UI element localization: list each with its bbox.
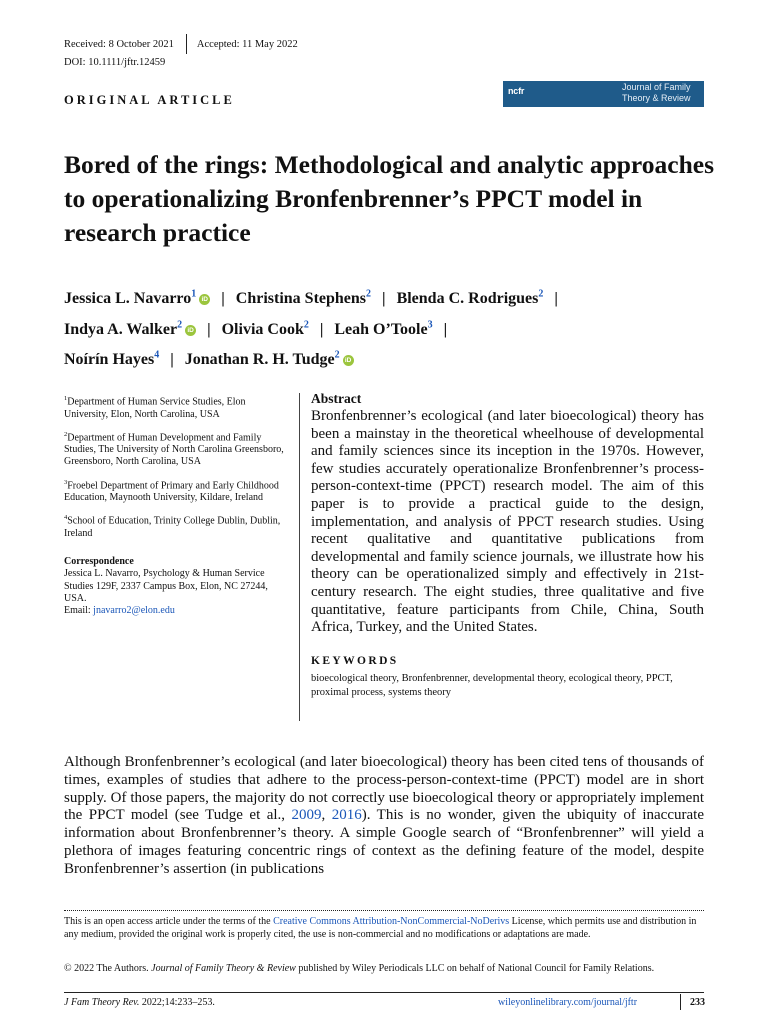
license-note: This is an open access article under the terms of the Creative Commons Attribution-NonCommercial-NoDerivs License, which permits use and distribution in any medium, provided the original work is properly cited, the use is non-commercial and no modifications or adaptations are made. [64, 916, 697, 941]
manuscript-dates [64, 34, 298, 54]
footer-divider [64, 992, 704, 993]
author-separator: | [443, 320, 448, 338]
author-line-2 [64, 312, 724, 342]
abstract-body: Bronfenbrenner’s ecological (and later bioecological) theory has been a mainstay in the theoretical wheelhouse of developmental and family sciences since its inception in the 1970s. However, few studies accurately operationalize Bronfenbrenner’s process-person-context-time (PPCT) research model. The aim of this paper is to provide a practical guide to the design, implementation, and analysis of PPCT research studies. Using recent qualitative and quantitative publications from developmental and family science journals, we illustrate how his theory can be operationalized simply and effectively in 21st-century research. The eight studies, three qualitative and five quantitative, feature participants from Chile, China, South Africa, Turkey, and the United States. [311, 408, 704, 636]
correspondence-email: Email: jnavarro2@elon.edu [64, 604, 175, 616]
correspondence [64, 556, 286, 617]
author-line-3 [64, 343, 724, 373]
article-type: ORIGINAL ARTICLE [64, 93, 235, 107]
date-separator [186, 34, 187, 54]
correspondence-label: Correspondence [64, 556, 134, 568]
correspondence-address: Jessica L. Navarro, Psychology & Human Service Studies 129F, 2337 Campus Box, Elon, NC 27244, USA. [64, 568, 268, 604]
author-separator: | [170, 350, 174, 368]
accepted-date: Accepted: 11 May 2022 [196, 38, 298, 50]
journal-logo [503, 81, 704, 107]
page-number: 233 [690, 997, 705, 1008]
body-paragraph: Although Bronfenbrenner’s ecological (and later bioecological) theory has been cited tens of thousands of times, examples of studies that adhere to the process-person-context-time (PPCT) model are in short supply. Of those papers, the majority do not correctly use bioecological theory or appropriately implement the PPCT model (see Tudge et al., 2009, 2016). This is no wonder, given the ubiquity of inaccurate information about Bronfenbrenner’s theory. A simple Google search of “Bronfenbrenner” will yield a plethora of images featuring concentric rings of context as the defining feature of the model, despite Bronfenbrenner’s assertion (in publications [64, 754, 704, 877]
journal-logo-name: Journal of Family Theory & Review [622, 82, 691, 103]
affiliations [64, 393, 286, 617]
citation-link[interactable]: 2016 [331, 807, 362, 824]
footer-citation: J Fam Theory Rev. 2022;14:233–253. [64, 997, 215, 1008]
author-stephens[interactable]: Christina Stephens$^2$ [235, 289, 372, 308]
author-separator: | [207, 320, 211, 338]
footnote-divider [64, 910, 704, 911]
author-separator: | [221, 290, 225, 308]
keywords-list: bioecological theory, Bronfenbrenner, developmental theory, ecological theory, PPCT, proximal process, systems theory [311, 672, 673, 698]
copyright-note: © 2022 The Authors. Journal of Family Theory & Review published by Wiley Periodicals LLC on behalf of National Council for Family Relations. [64, 963, 655, 974]
author-navarro[interactable]: Jessica L. Navarro$^1$ iD [64, 290, 210, 307]
doi[interactable]: DOI: 10.1111/jftr.12459 [64, 57, 166, 68]
author-hayes[interactable]: Noírín Hayes$^4$ [64, 349, 160, 368]
ncfr-logo-text: ncfr [508, 86, 525, 96]
author-walker[interactable]: Indya A. Walker$^2$ iD [64, 321, 196, 338]
abstract-heading: Abstract [311, 391, 362, 406]
author-cook[interactable]: Olivia Cook$^2$ [221, 319, 309, 338]
author-rodrigues[interactable]: Blenda C. Rodrigues$^2$ [396, 289, 544, 308]
keywords-heading: KEYWORDS [311, 654, 399, 667]
affiliation-item: $^4$School of Education, Trinity College Dublin, Dublin, Ireland [64, 514, 281, 539]
orcid-icon[interactable]: iD [185, 325, 196, 336]
author-line-1 [64, 282, 724, 312]
footer-separator [680, 994, 681, 1010]
author-separator: | [319, 320, 324, 338]
license-link[interactable]: Creative Commons Attribution-NonCommercial-NoDerivs [273, 916, 510, 927]
article-title: Bored of the rings: Methodological and analytic approaches to operationalizing Bronfenbrenner’s PPCT model in research practice [64, 150, 715, 247]
author-tudge[interactable]: Jonathan R. H. Tudge$^2$ iD [185, 351, 354, 368]
email-link[interactable]: jnavarro2@elon.edu [93, 604, 175, 616]
author-list [64, 282, 724, 373]
affiliation-item: $^3$Froebel Department of Primary and Early Childhood Education, Maynooth University, Kildare, Ireland [64, 478, 279, 504]
affiliation-item: $^1$Department of Human Service Studies, Elon University, Elon, North Carolina, USA [64, 395, 246, 420]
abstract [311, 390, 704, 700]
received-date: Received: 8 October 2021 [64, 38, 174, 50]
abstract-divider [299, 393, 300, 721]
author-separator: | [382, 290, 386, 308]
orcid-icon[interactable]: iD [343, 355, 354, 366]
footer-journal-url[interactable]: wileyonlinelibrary.com/journal/jftr [498, 997, 638, 1008]
author-separator: | [554, 290, 558, 308]
orcid-icon[interactable]: iD [199, 294, 210, 305]
citation-link[interactable]: 2009 [291, 807, 322, 824]
author-otoole[interactable]: Leah O’Toole$^3$ [334, 319, 433, 338]
affiliation-item: $^2$Department of Human Development and Family Studies, The University of North Carolina Greensboro, Greensboro, North Carolina, USA [64, 430, 284, 468]
